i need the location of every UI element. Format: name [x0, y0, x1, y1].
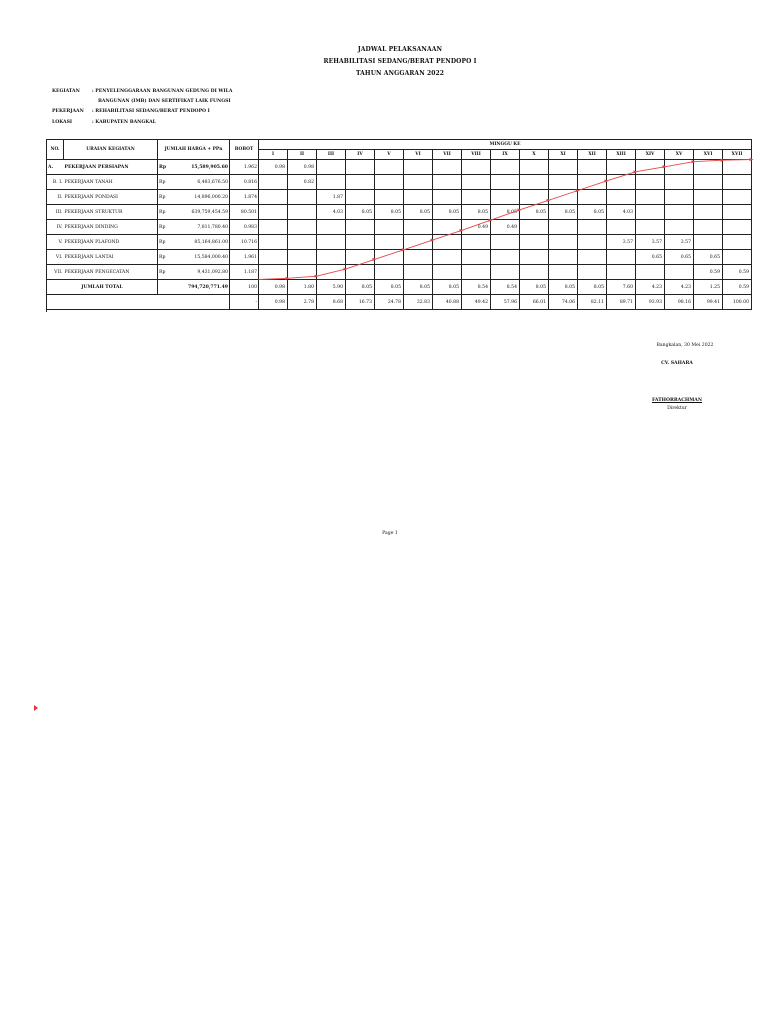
week-header-3: III — [317, 150, 346, 160]
week-header-4: IV — [346, 150, 375, 160]
week-cell — [578, 265, 607, 280]
row-name: PEKERJAAN LANTAI — [64, 250, 158, 265]
week-cell — [317, 175, 346, 190]
cumulative-cell: 16.73 — [346, 295, 375, 310]
week-cell — [578, 250, 607, 265]
week-header-11: XI — [549, 150, 578, 160]
row-currency: Rp — [158, 190, 173, 205]
week-cell — [259, 205, 288, 220]
row-amount: 639,759,454.59 — [173, 205, 230, 220]
week-cell — [433, 160, 462, 175]
total-week-cell: 8.54 — [491, 280, 520, 295]
week-cell — [636, 160, 665, 175]
row-name: PEKERJAAN PLAFOND — [64, 235, 158, 250]
week-cell: 8.05 — [578, 205, 607, 220]
total-currency — [158, 280, 173, 295]
week-cell — [288, 220, 317, 235]
week-cell: 8.05 — [491, 205, 520, 220]
week-cell — [433, 220, 462, 235]
week-cell — [288, 190, 317, 205]
table-row — [47, 175, 752, 190]
table-row — [47, 220, 752, 235]
cumulative-cell: 100.00 — [723, 295, 752, 310]
week-cell — [288, 205, 317, 220]
week-cell — [346, 160, 375, 175]
week-cell — [404, 220, 433, 235]
week-cell — [578, 160, 607, 175]
total-week-cell: 0.59 — [723, 280, 752, 295]
week-cell — [433, 175, 462, 190]
table-row — [47, 235, 752, 250]
triangle-marker-icon — [34, 705, 38, 711]
signature-name: FATHORRACHMAN — [651, 398, 703, 403]
week-cell — [346, 175, 375, 190]
total-week-cell: 8.05 — [549, 280, 578, 295]
week-cell — [346, 190, 375, 205]
row-amount: 7,811,780.40 — [173, 220, 230, 235]
week-cell — [520, 220, 549, 235]
week-cell — [694, 175, 723, 190]
total-week-cell: 4.23 — [636, 280, 665, 295]
week-cell: 0.98 — [259, 160, 288, 175]
week-cell — [723, 220, 752, 235]
week-cell: 4.03 — [607, 205, 636, 220]
total-week-cell: 1.80 — [288, 280, 317, 295]
week-cell — [607, 220, 636, 235]
week-cell: 4.03 — [317, 205, 346, 220]
week-cell — [491, 250, 520, 265]
week-cell — [723, 190, 752, 205]
cumulative-cell: 2.78 — [288, 295, 317, 310]
week-cell: 0.65 — [665, 250, 694, 265]
row-name: PEKERJAAN PENGECATAN — [64, 265, 158, 280]
week-cell: 0.49 — [491, 220, 520, 235]
row-bobot: 0.816 — [230, 175, 259, 190]
week-cell — [462, 265, 491, 280]
week-cell — [578, 175, 607, 190]
cumulative-cell: 24.78 — [375, 295, 404, 310]
lokasi-value: : KABUPATEN BANGKAL — [92, 120, 156, 125]
week-cell — [636, 220, 665, 235]
week-header-12: XII — [578, 150, 607, 160]
total-week-cell: 1.25 — [694, 280, 723, 295]
week-cell — [259, 175, 288, 190]
week-cell — [549, 265, 578, 280]
week-cell — [694, 220, 723, 235]
week-cell — [346, 265, 375, 280]
row-number: V. — [47, 235, 64, 250]
week-header-7: VII — [433, 150, 462, 160]
header-harga: JUMLAH HARGA + PPn — [158, 140, 230, 160]
week-cell — [404, 250, 433, 265]
row-currency: Rp — [158, 160, 173, 175]
week-cell — [694, 235, 723, 250]
pekerjaan-value: : REHABILITASI SEDANG/BERAT PENDOPO I — [92, 109, 210, 114]
week-cell — [636, 175, 665, 190]
total-week-cell: 4.23 — [665, 280, 694, 295]
week-cell — [549, 160, 578, 175]
week-cell — [578, 235, 607, 250]
info-pekerjaan — [52, 109, 210, 114]
cumulative-cell: 99.41 — [694, 295, 723, 310]
row-currency: Rp — [158, 265, 173, 280]
week-cell — [259, 190, 288, 205]
week-cell — [549, 175, 578, 190]
week-cell: 8.05 — [520, 205, 549, 220]
table-row — [47, 160, 752, 175]
week-cell: 3.57 — [665, 235, 694, 250]
week-cell — [491, 235, 520, 250]
row-amount: 9,431,092.80 — [173, 265, 230, 280]
week-cell — [491, 175, 520, 190]
week-cell — [665, 220, 694, 235]
cumulative-row — [47, 295, 752, 310]
week-cell — [259, 235, 288, 250]
row-number: III. — [47, 205, 64, 220]
week-cell — [549, 220, 578, 235]
week-header-5: V — [375, 150, 404, 160]
week-cell — [462, 250, 491, 265]
week-cell — [665, 190, 694, 205]
week-cell — [375, 190, 404, 205]
total-amount: 794,720,771.49 — [173, 280, 230, 295]
row-amount: 14,896,000.20 — [173, 190, 230, 205]
row-number: IV. — [47, 220, 64, 235]
week-cell — [549, 235, 578, 250]
doc-title-3: TAHUN ANGGARAN 2022 — [355, 70, 445, 77]
week-cell — [433, 235, 462, 250]
total-week-cell: 0.98 — [259, 280, 288, 295]
week-cell — [404, 265, 433, 280]
row-amount: 85,164,861.00 — [173, 235, 230, 250]
total-week-cell: 8.05 — [578, 280, 607, 295]
week-cell — [665, 160, 694, 175]
cumulative-cell: 0.98 — [259, 295, 288, 310]
week-cell: 8.05 — [404, 205, 433, 220]
week-cell — [346, 235, 375, 250]
week-cell — [607, 250, 636, 265]
week-cell — [462, 160, 491, 175]
week-cell — [491, 265, 520, 280]
week-cell — [375, 265, 404, 280]
week-cell — [607, 190, 636, 205]
cumulative-cell: 32.83 — [404, 295, 433, 310]
week-cell — [665, 175, 694, 190]
info-kegiatan — [52, 89, 232, 94]
week-cell — [607, 265, 636, 280]
week-cell — [520, 250, 549, 265]
week-cell — [404, 175, 433, 190]
week-cell: 0.82 — [288, 175, 317, 190]
week-cell — [723, 205, 752, 220]
week-header-14: XIV — [636, 150, 665, 160]
week-cell — [694, 205, 723, 220]
week-cell: 8.05 — [375, 205, 404, 220]
week-cell: 1.87 — [317, 190, 346, 205]
header-uraian: URAIAN KEGIATAN — [64, 140, 158, 160]
signature-title: Direktur — [667, 406, 687, 411]
week-cell: 0.65 — [636, 250, 665, 265]
week-cell: 3.57 — [607, 235, 636, 250]
week-cell — [433, 265, 462, 280]
row-name: PEKERJAAN PERSIAPAN — [64, 160, 158, 175]
row-bobot: 80.501 — [230, 205, 259, 220]
cumulative-cell: 82.11 — [578, 295, 607, 310]
cumulative-cell: 40.88 — [433, 295, 462, 310]
kegiatan-label: KEGIATAN — [52, 89, 80, 94]
schedule-table — [46, 139, 752, 310]
row-number: II. — [47, 190, 64, 205]
row-amount: 15,584,000.40 — [173, 250, 230, 265]
total-row — [47, 280, 752, 295]
week-cell — [433, 190, 462, 205]
week-header-17: XVII — [723, 150, 752, 160]
total-week-cell: 7.60 — [607, 280, 636, 295]
page-number: Page 1 — [382, 531, 398, 536]
row-name: PEKERJAAN PONDASI — [64, 190, 158, 205]
week-header-16: XVI — [694, 150, 723, 160]
cumulative-bobot: - — [230, 295, 259, 310]
week-cell — [375, 250, 404, 265]
table-left-tail — [46, 300, 47, 312]
week-cell: 0.65 — [694, 250, 723, 265]
week-cell — [520, 160, 549, 175]
doc-title-2: REHABILITASI SEDANG/BERAT PENDOPO I — [323, 58, 477, 65]
week-cell — [636, 205, 665, 220]
week-cell — [723, 160, 752, 175]
week-cell — [288, 235, 317, 250]
lokasi-label: LOKASI — [52, 120, 73, 125]
week-cell — [723, 235, 752, 250]
week-cell: 3.57 — [636, 235, 665, 250]
week-cell — [549, 190, 578, 205]
week-cell — [259, 250, 288, 265]
week-cell — [462, 235, 491, 250]
signature-place-date: Bangkalan, 30 Mei 2022 — [656, 343, 714, 348]
week-cell — [520, 175, 549, 190]
total-week-cell: 8.05 — [346, 280, 375, 295]
table-row — [47, 265, 752, 280]
pekerjaan-label: PEKERJAAN — [52, 109, 84, 114]
week-cell — [491, 190, 520, 205]
week-cell: 8.05 — [549, 205, 578, 220]
row-currency: Rp — [158, 250, 173, 265]
week-cell — [520, 235, 549, 250]
row-amount: 15,589,905.60 — [173, 160, 230, 175]
total-bobot: 100 — [230, 280, 259, 295]
doc-title-1: JADWAL PELAKSANAAN — [357, 46, 443, 53]
week-header-15: XV — [665, 150, 694, 160]
week-cell — [694, 190, 723, 205]
week-cell — [462, 190, 491, 205]
week-cell — [520, 265, 549, 280]
cumulative-cell: 93.93 — [636, 295, 665, 310]
total-week-cell: 8.05 — [520, 280, 549, 295]
week-cell — [346, 250, 375, 265]
table-row — [47, 190, 752, 205]
week-cell — [259, 265, 288, 280]
week-cell — [288, 250, 317, 265]
week-cell — [404, 235, 433, 250]
row-bobot: 0.983 — [230, 220, 259, 235]
week-cell: 0.49 — [462, 220, 491, 235]
kegiatan-value-2: BANGUNAN (IMB) DAN SERTIFIKAT LAIK FUNGSI — [98, 99, 231, 104]
week-cell: 8.05 — [433, 205, 462, 220]
cumulative-cell: 89.71 — [607, 295, 636, 310]
week-header-1: I — [259, 150, 288, 160]
total-week-cell: 8.54 — [462, 280, 491, 295]
week-cell: 0.59 — [694, 265, 723, 280]
row-bobot: 1.962 — [230, 160, 259, 175]
week-header-6: VI — [404, 150, 433, 160]
total-week-cell: 8.05 — [375, 280, 404, 295]
week-cell — [404, 190, 433, 205]
row-currency: Rp — [158, 235, 173, 250]
row-bobot: 1.187 — [230, 265, 259, 280]
total-label: JUMLAH TOTAL — [47, 280, 158, 295]
row-amount: 6,483,676.50 — [173, 175, 230, 190]
week-header-10: X — [520, 150, 549, 160]
week-cell — [520, 190, 549, 205]
week-cell — [375, 220, 404, 235]
cumulative-cell: 66.01 — [520, 295, 549, 310]
cumulative-cell: 8.68 — [317, 295, 346, 310]
kegiatan-value: : PENYELENGGARAAN BANGUNAN GEDUNG DI WILA — [92, 89, 233, 94]
row-name: PEKERJAAN STRUKTUR — [64, 205, 158, 220]
week-cell — [433, 250, 462, 265]
week-cell — [317, 160, 346, 175]
schedule-body — [47, 160, 752, 310]
week-cell — [491, 160, 520, 175]
week-cell: 0.59 — [723, 265, 752, 280]
row-bobot: 1.874 — [230, 190, 259, 205]
week-cell — [317, 265, 346, 280]
week-header-9: IX — [491, 150, 520, 160]
week-cell — [375, 160, 404, 175]
week-header-13: XIII — [607, 150, 636, 160]
table-row — [47, 250, 752, 265]
row-currency: Rp — [158, 205, 173, 220]
row-bobot: 1.961 — [230, 250, 259, 265]
week-cell — [462, 175, 491, 190]
week-cell — [636, 190, 665, 205]
row-number: B. I. — [47, 175, 64, 190]
week-cell — [694, 160, 723, 175]
week-header-2: II — [288, 150, 317, 160]
week-cell — [665, 205, 694, 220]
total-week-cell: 5.90 — [317, 280, 346, 295]
week-cell — [665, 265, 694, 280]
week-cell — [723, 175, 752, 190]
week-cell — [607, 160, 636, 175]
table-row — [47, 205, 752, 220]
week-cell — [607, 175, 636, 190]
week-cell — [549, 250, 578, 265]
row-bobot: 10.716 — [230, 235, 259, 250]
week-cell — [259, 220, 288, 235]
week-cell: 8.05 — [462, 205, 491, 220]
row-currency: Rp — [158, 175, 173, 190]
week-cell — [346, 220, 375, 235]
cumulative-cell: 57.96 — [491, 295, 520, 310]
info-lokasi — [52, 120, 156, 125]
week-header-8: VIII — [462, 150, 491, 160]
week-cell — [317, 250, 346, 265]
week-cell — [636, 265, 665, 280]
week-cell — [375, 235, 404, 250]
header-no: NO. — [47, 140, 64, 160]
row-number: A. — [47, 160, 64, 175]
total-week-cell: 8.05 — [433, 280, 462, 295]
week-cell: 0.98 — [288, 160, 317, 175]
cumulative-cell: 74.06 — [549, 295, 578, 310]
total-week-cell: 8.05 — [404, 280, 433, 295]
cumulative-cell: 98.16 — [665, 295, 694, 310]
cumulative-cell: 49.42 — [462, 295, 491, 310]
row-number: VI. — [47, 250, 64, 265]
week-cell — [578, 190, 607, 205]
week-cell — [723, 250, 752, 265]
info-kegiatan-cont — [98, 99, 231, 104]
header-minggu: MINGGU KE — [259, 140, 752, 150]
week-cell — [375, 175, 404, 190]
signature-company: CV. SAHARA — [661, 361, 693, 366]
row-name: PEKERJAAN DINDING — [64, 220, 158, 235]
row-currency: Rp — [158, 220, 173, 235]
week-cell — [317, 220, 346, 235]
cumulative-label — [47, 295, 230, 310]
header-bobot: BOBOT — [230, 140, 259, 160]
week-cell — [288, 265, 317, 280]
week-cell — [317, 235, 346, 250]
week-cell — [404, 160, 433, 175]
row-name: PEKERJAAN TANAH — [64, 175, 158, 190]
week-cell — [578, 220, 607, 235]
row-number: VII. — [47, 265, 64, 280]
week-cell: 8.05 — [346, 205, 375, 220]
